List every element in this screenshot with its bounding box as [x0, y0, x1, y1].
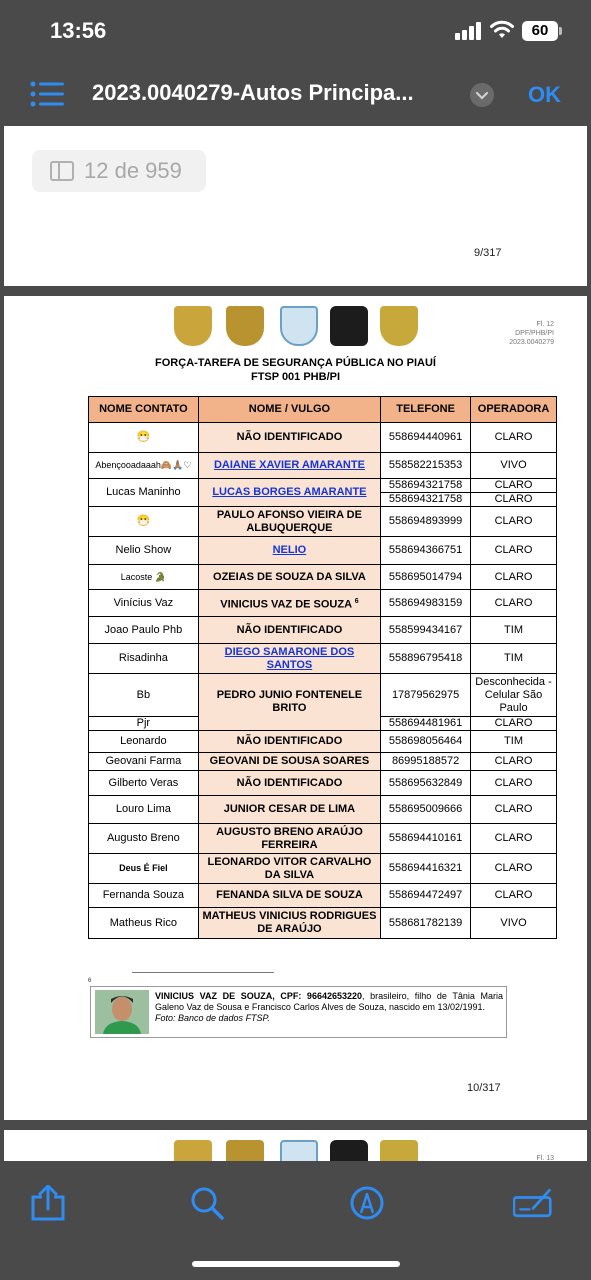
table-row: [89, 565, 557, 590]
carrier-cell: CLARO: [471, 479, 557, 493]
carrier-cell: CLARO: [471, 565, 557, 590]
status-bar: [0, 0, 591, 60]
contact-cell: Lucas Maninho: [89, 479, 199, 507]
wifi-icon: [490, 20, 514, 40]
ok-button[interactable]: OK: [528, 82, 561, 107]
table-row: [89, 453, 557, 479]
policia-penal-logo: [330, 306, 368, 346]
logo-row: [172, 1140, 422, 1161]
name-link[interactable]: DIEGO SAMARONE DOS SANTOS: [224, 645, 355, 671]
document-viewer[interactable]: [0, 126, 591, 1161]
carrier-cell: CLARO: [471, 590, 557, 617]
column-header: OPERADORA: [471, 397, 557, 423]
status-time: 13:56: [50, 18, 107, 43]
name-cell: NÃO IDENTIFICADO: [198, 771, 380, 796]
page-counter: [32, 150, 206, 192]
table-row: [89, 854, 557, 884]
page-counter-label: 12 de 959: [84, 158, 182, 183]
phone-cell: 17879562975: [381, 674, 471, 717]
table-header-row: [89, 397, 557, 423]
footnote-text: [155, 991, 503, 1024]
contact-cell: Risadinha: [89, 644, 199, 674]
pdf-page-current: [4, 296, 587, 1120]
table-row: [89, 423, 557, 453]
carrier-cell: CLARO: [471, 537, 557, 565]
table-row: [89, 644, 557, 674]
footnote-name: VINICIUS VAZ DE SOUZA, CPF: 96642653220: [155, 991, 362, 1001]
share-icon[interactable]: [28, 1185, 68, 1221]
signature-icon[interactable]: [513, 1185, 553, 1221]
footnote-mark: 6: [88, 978, 92, 984]
page-number: 9/317: [474, 247, 502, 259]
name-cell: JUNIOR CESAR DE LIMA: [198, 796, 380, 824]
name-link[interactable]: DAIANE XAVIER AMARANTE: [213, 459, 365, 471]
name-cell: NÃO IDENTIFICADO: [198, 423, 380, 453]
pdf-page-next: [4, 1130, 587, 1161]
contact-cell: 😷: [89, 507, 199, 537]
carrier-cell: VIVO: [471, 453, 557, 479]
title-line-1: FORÇA-TAREFA DE SEGURANÇA PÚBLICA NO PIAUÍ: [155, 357, 436, 369]
folio-line: DPF/PHB/PI: [515, 330, 554, 337]
carrier-cell: Desconhecida - Celular São Paulo: [471, 674, 557, 717]
page-title: [4, 356, 587, 384]
contact-cell: Deus É Fiel: [89, 854, 199, 884]
phone-cell: 558694481961: [381, 717, 471, 731]
carrier-cell: CLARO: [471, 796, 557, 824]
carrier-cell: CLARO: [471, 507, 557, 537]
name-cell: NÃO IDENTIFICADO: [198, 617, 380, 644]
contact-cell: Pjr: [89, 717, 199, 731]
phone-cell: 558694472497: [381, 884, 471, 908]
table-row: [89, 479, 557, 493]
contact-cell: Fernanda Souza: [89, 884, 199, 908]
contact-cell: 😷: [89, 423, 199, 453]
phone-cell: 86995188572: [381, 753, 471, 771]
phone-cell: 558681782139: [381, 908, 471, 939]
phone-cell: 558694983159: [381, 590, 471, 617]
carrier-cell: CLARO: [471, 884, 557, 908]
folio-line: Fl. 12: [536, 321, 554, 328]
phone-cell: 558582215353: [381, 453, 471, 479]
signal-icon: [455, 22, 485, 40]
list-icon[interactable]: [30, 80, 64, 108]
carrier-cell: CLARO: [471, 753, 557, 771]
carrier-cell: TIM: [471, 617, 557, 644]
nav-bar: [0, 60, 591, 126]
carrier-cell: CLARO: [471, 854, 557, 884]
carrier-cell: CLARO: [471, 824, 557, 854]
phone-cell: 558694410161: [381, 824, 471, 854]
contact-cell: Augusto Breno: [89, 824, 199, 854]
contact-cell: Leonardo: [89, 731, 199, 753]
name-cell: PAULO AFONSO VIEIRA DE ALBUQUERQUE: [198, 507, 380, 537]
state-coat-of-arms-logo: [280, 1140, 318, 1161]
contact-cell: Nelio Show: [89, 537, 199, 565]
pdf-page-previous: [4, 126, 587, 286]
contact-cell: Louro Lima: [89, 796, 199, 824]
phone-cell: 558694416321: [381, 854, 471, 884]
contact-cell: Vinícius Vaz: [89, 590, 199, 617]
person-photo: [95, 990, 149, 1034]
phone-cell: 558694321758: [381, 493, 471, 507]
carrier-cell: CLARO: [471, 423, 557, 453]
carrier-cell: VIVO: [471, 908, 557, 939]
contact-cell: Gilberto Veras: [89, 771, 199, 796]
page-number: 10/317: [467, 1082, 501, 1094]
phone-cell: 558695009666: [381, 796, 471, 824]
column-header: TELEFONE: [381, 397, 471, 423]
name-cell: AUGUSTO BRENO ARAÚJO FERREIRA: [198, 824, 380, 854]
sidebar-icon: [50, 161, 74, 181]
chevron-down-icon[interactable]: [470, 83, 494, 107]
footnote-divider: [132, 972, 274, 973]
phone-cell: 558694440961: [381, 423, 471, 453]
table-row: [89, 796, 557, 824]
title-line-2: FTSP 001 PHB/PI: [250, 371, 341, 383]
phone-cell: 558694366751: [381, 537, 471, 565]
policia-federal-logo: [226, 306, 264, 346]
battery-icon: 60: [522, 21, 558, 41]
name-cell: GEOVANI DE SOUSA SOARES: [198, 753, 380, 771]
table-row: [89, 771, 557, 796]
name-cell: [198, 479, 380, 507]
footnote-ref: 6: [354, 597, 359, 605]
policia-penal-logo: [330, 1140, 368, 1161]
contacts-table: [88, 396, 557, 939]
search-icon[interactable]: [188, 1185, 228, 1221]
table-row: [89, 908, 557, 939]
contact-cell: Lacoste 🐊: [89, 565, 199, 590]
phone-cell: 558599434167: [381, 617, 471, 644]
phone-cell: 558694893999: [381, 507, 471, 537]
name-cell: LEONARDO VITOR CARVALHO DA SILVA: [198, 854, 380, 884]
table-row: [89, 590, 557, 617]
contact-cell: Joao Paulo Phb: [89, 617, 199, 644]
name-cell: [198, 453, 380, 479]
table-row: [89, 824, 557, 854]
table-row: [89, 674, 557, 717]
folio-line: 2023.0040279: [509, 339, 554, 346]
carrier-cell: CLARO: [471, 493, 557, 507]
footnote-details: , brasileiro, filho de Tânia Maria Galeno Vaz de Sousa e Francisco Carlos Alves de Souza, nascido em 13/02/1991.: [155, 991, 503, 1012]
policia-rodoviaria-logo: [380, 306, 418, 346]
policia-federal-logo: [226, 1140, 264, 1161]
carrier-cell: CLARO: [471, 717, 557, 731]
phone-cell: 558896795418: [381, 644, 471, 674]
footnote-photo-source: Foto: Banco de dados FTSP.: [155, 1013, 270, 1023]
policia-rodoviaria-logo: [380, 1140, 418, 1161]
phone-cell: 558694321758: [381, 479, 471, 493]
name-cell: [198, 590, 380, 617]
carrier-cell: CLARO: [471, 771, 557, 796]
document-title[interactable]: 2023.0040279-Autos Principa...: [92, 80, 414, 105]
logo-row: [172, 306, 422, 348]
home-indicator[interactable]: [192, 1261, 400, 1267]
folio-info: Fl. 13: [536, 1155, 554, 1161]
column-header: NOME CONTATO: [89, 397, 199, 423]
name-cell: MATHEUS VINICIUS RODRIGUES DE ARAÚJO: [198, 908, 380, 939]
table-row: [89, 731, 557, 753]
contact-cell: Matheus Rico: [89, 908, 199, 939]
phone-cell: 558695014794: [381, 565, 471, 590]
name-cell: NÃO IDENTIFICADO: [198, 731, 380, 753]
battery-tip: [559, 27, 562, 35]
name-cell: PEDRO JUNIO FONTENELE BRITO: [198, 674, 380, 731]
policia-civil-logo: [174, 306, 212, 346]
state-coat-of-arms-logo: [280, 306, 318, 346]
column-header: NOME / VULGO: [198, 397, 380, 423]
name-link[interactable]: LUCAS BORGES AMARANTE: [212, 486, 367, 498]
table-row: [89, 507, 557, 537]
name-text: VINICIUS VAZ DE SOUZA: [220, 598, 352, 611]
folio-info: [484, 320, 554, 347]
table-row: [89, 617, 557, 644]
table-row: [89, 537, 557, 565]
name-link[interactable]: NELIO: [272, 544, 307, 556]
phone-cell: 558695632849: [381, 771, 471, 796]
table-row: [89, 753, 557, 771]
name-cell: OZEIAS DE SOUZA DA SILVA: [198, 565, 380, 590]
markup-icon[interactable]: [347, 1185, 387, 1221]
contact-cell: Abençooadaaah🙈🙏🏽♡: [89, 453, 199, 479]
carrier-cell: TIM: [471, 731, 557, 753]
contact-cell: Geovani Farma: [89, 753, 199, 771]
footnote-box: [90, 986, 507, 1038]
name-cell: [198, 537, 380, 565]
name-cell: [198, 644, 380, 674]
name-cell: FENANDA SILVA DE SOUZA: [198, 884, 380, 908]
carrier-cell: TIM: [471, 644, 557, 674]
phone-cell: 558698056464: [381, 731, 471, 753]
policia-civil-logo: [174, 1140, 212, 1161]
table-row: [89, 884, 557, 908]
contact-cell: Bb: [89, 674, 199, 717]
